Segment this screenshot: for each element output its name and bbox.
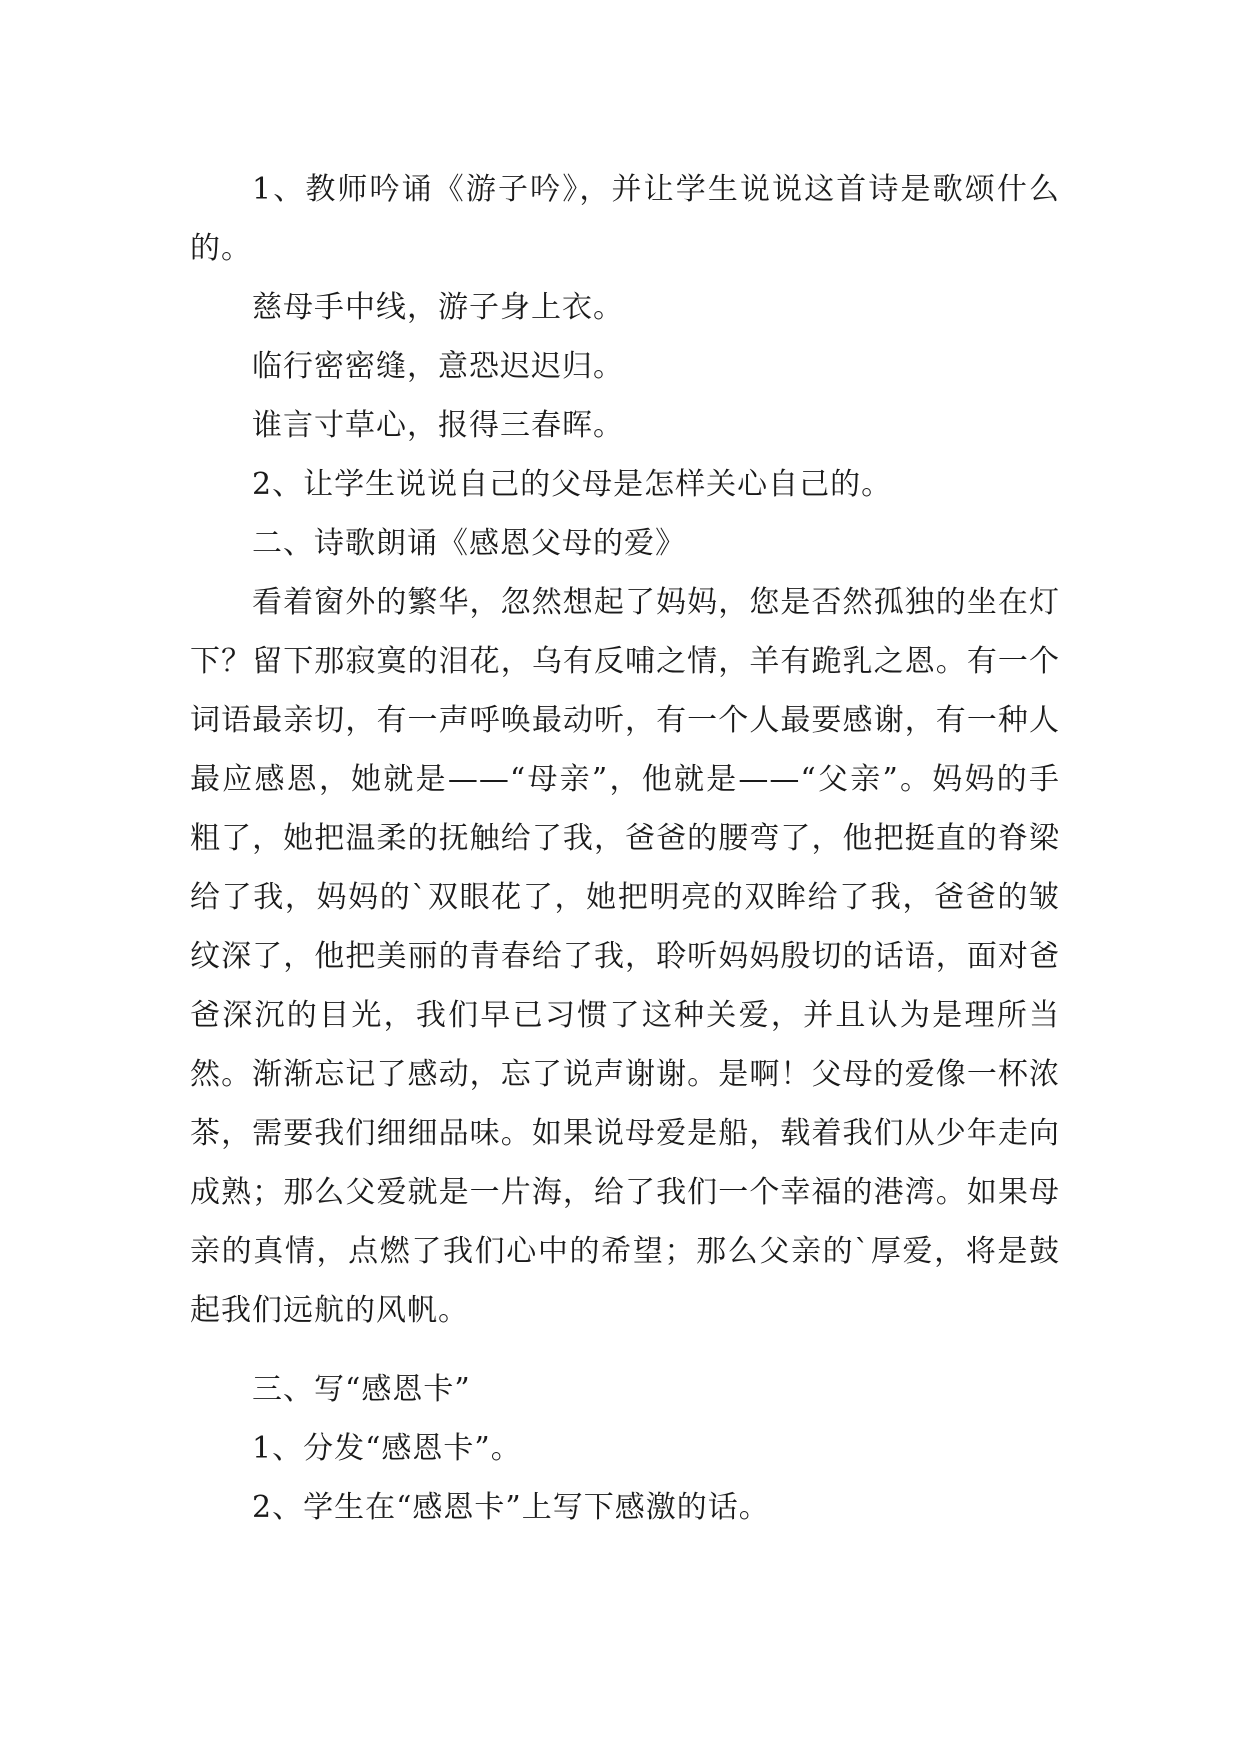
paragraph-teacher-recite: 1、教师吟诵《游子吟》，并让学生说说这首诗是歌颂什么的。	[190, 172, 1060, 266]
document-body	[190, 160, 1060, 1537]
section-heading-gratitude-card: 三、写“感恩卡”	[252, 1372, 471, 1407]
poem-line-3: 谁言寸草心，报得三春晖。	[252, 408, 624, 443]
paragraph-poem-body: 看着窗外的繁华，忽然想起了妈妈，您是否然孤独的坐在灯下？留下那寂寞的泪花，乌有反哺之情，羊有跪乳之恩。有一个词语最亲切，有一声呼唤最动听，有一个人最要感谢，有一种人最应感恩，她就是——“母亲”，他就是——“父亲”。妈妈的手粗了，她把温柔的抚触给了我，爸爸的腰弯了，他把挺直的脊梁给了我，妈妈的`双眼花了，她把明亮的双眸给了我，爸爸的皱纹深了，他把美丽的青春给了我，聆听妈妈殷切的话语，面对爸爸深沉的目光，我们早已习惯了这种关爱，并且认为是理所当然。渐渐忘记了感动，忘了说声谢谢。是啊！父母的爱像一杯浓茶，需要我们细细品味。如果说母爱是船，载着我们从少年走向成熟；那么父爱就是一片海，给了我们一个幸福的港湾。如果母亲的真情，点燃了我们心中的希望；那么父亲的`厚爱，将是鼓起我们远航的风帆。	[190, 585, 1060, 1328]
paragraph-write-cards: 2、学生在“感恩卡”上写下感激的话。	[252, 1490, 770, 1525]
paragraph-distribute-cards: 1、分发“感恩卡”。	[252, 1431, 522, 1466]
poem-line-2: 临行密密缝，意恐迟迟归。	[252, 349, 624, 384]
paragraph-students-speak: 2、让学生说说自己的父母是怎样关心自己的。	[252, 467, 893, 502]
section-heading-poem-recital: 二、诗歌朗诵《感恩父母的爱》	[252, 526, 686, 561]
poem-line-1: 慈母手中线，游子身上衣。	[252, 290, 624, 325]
